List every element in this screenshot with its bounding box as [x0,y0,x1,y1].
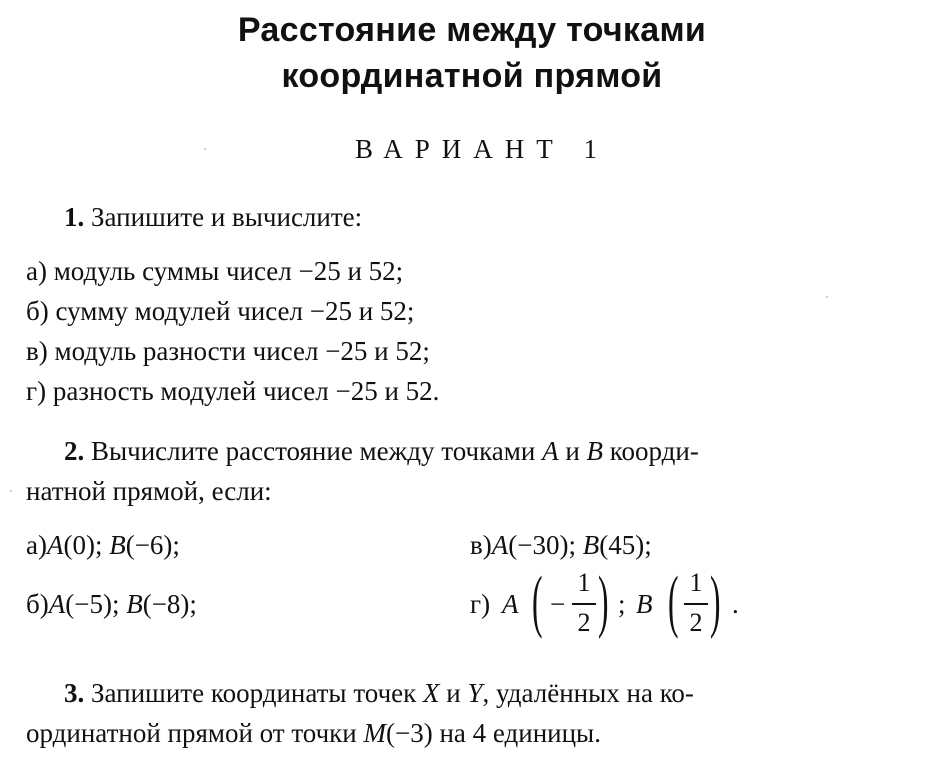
fraction-1-numerator: 1 [577,568,591,597]
task3-line-2 [26,716,601,750]
task2-a-point-a: A [46,530,64,560]
task2-d-point-a: A [502,589,519,619]
task1-item-c: в) модуль разности чисел −25 и 52; [26,336,430,366]
scan-speck [826,296,828,298]
task2-c-value-b: (45); [599,530,652,560]
task3-line-1 [64,676,694,710]
task2-line-1 [64,434,699,468]
task2-c-point-a: A [491,530,509,560]
fraction-1-denominator: 2 [577,608,591,637]
task2-item-a [26,528,180,562]
task1-heading [64,200,362,234]
task2-c-value-a: (−30); [508,530,583,560]
task1-item-a: а) модуль суммы чисел −25 и 52; [26,256,404,286]
task3-text-d: (−3) на 4 единицы. [386,718,601,748]
task1-item-b: б) сумму модулей чисел −25 и 52; [26,296,415,326]
fraction-2-numerator: 1 [689,568,703,597]
title-line-1: Расстояние между точками [237,11,707,49]
task3-number: 3. [64,678,85,708]
task2-text-b: коорди- [603,436,699,466]
task2-d-end: . [732,589,739,619]
right-paren-2: ) [710,563,721,640]
task2-d-minus: − [550,589,566,619]
task3-point-m: M [363,718,386,748]
variant-heading: ВАРИАНТ 1 [354,134,610,164]
task2-c-point-b: B [582,530,600,560]
task2-d-separator: ; [618,589,626,619]
task2-a-value-b: (−6); [125,530,180,560]
left-paren-2: ( [668,563,679,640]
task2-number: 2. [64,436,85,466]
task2-a-point-b: B [109,530,126,560]
task2-text-a: Вычислите расстояние между точками [84,436,543,466]
task1-item-d: г) разность модулей чисел −25 и 52. [26,376,440,406]
task2-d-label: г) [470,589,491,619]
task2-a-value-a: (0); [63,530,110,560]
task2-b-value-b: (−8); [142,589,197,619]
task3-text-a: Запишите координаты точек [84,678,424,708]
task1-number: 1. [64,202,85,232]
task2-point-a: A [542,436,559,466]
task1-text: Запишите и вычислите: [84,202,363,232]
task2-b-point-a: A [48,589,66,619]
left-paren-1: ( [532,563,543,640]
fraction-2-denominator: 2 [689,608,703,637]
right-paren-1: ) [598,563,609,640]
task3-text-c: ординатной прямой от точки [26,718,364,748]
task2-b-value-a: (−5); [65,589,127,619]
task2-item-c [470,528,652,562]
task2-d-point-b: B [636,589,653,619]
task2-c-label: в) [470,530,492,560]
scan-speck [204,148,206,150]
task2-point-b: B [586,436,604,466]
task2-b-label: б) [26,589,49,619]
task3-text-b: , удалённых на ко- [482,678,694,708]
task2-b-point-b: B [126,589,143,619]
task2-line-2: натной прямой, если: [26,476,272,506]
title-line-2: координатной прямой [281,57,663,95]
task3-and: и [439,678,468,708]
task2-and: и [558,436,587,466]
task2-item-b [26,587,197,621]
task2-a-label: а) [26,530,47,560]
task3-point-y: Y [467,678,483,708]
fraction-1-bar [572,603,596,605]
task3-point-x: X [423,678,440,708]
scan-speck [10,490,12,492]
fraction-2-bar [684,603,708,605]
